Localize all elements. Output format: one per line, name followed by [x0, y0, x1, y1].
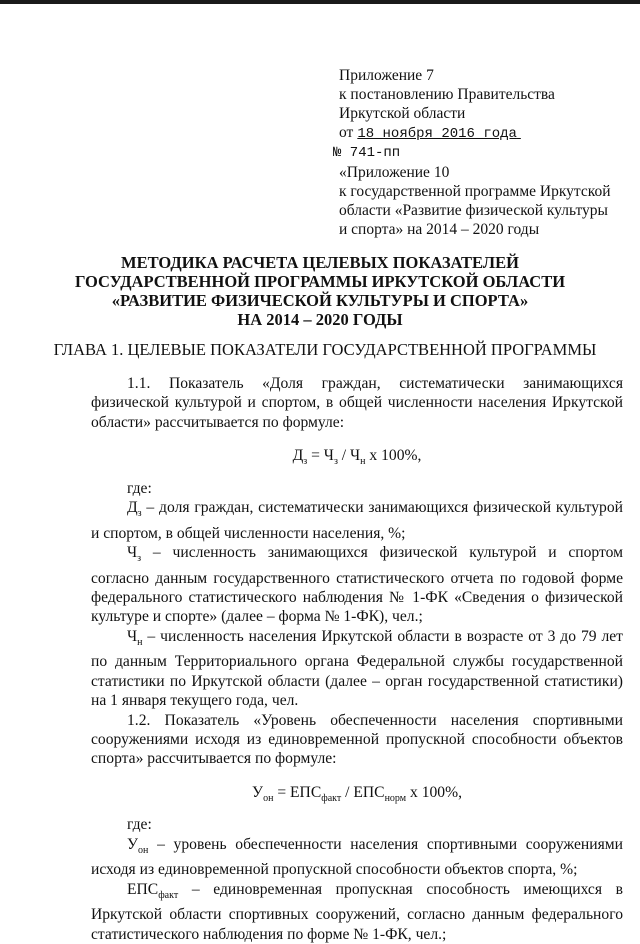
definition-1-3: $Ч_н$ – численность населения Иркутской области в возрасте от 3 до 79 лет по данным Территориального органа Федеральной службы государственной статистики по Иркутской области (далее – орган государственной статистики) на 1 января текущего года, чел.	[91, 627, 623, 710]
where-label-2: где:	[127, 816, 152, 834]
header-line-3: Иркутской области	[339, 105, 466, 122]
formula-2: $У_{он} = ЕПС_{факт} / ЕПС_{норм}$ х 100%,	[252, 783, 462, 804]
title-line-1: МЕТОДИКА РАСЧЕТА ЦЕЛЕВЫХ ПОКАЗАТЕЛЕЙ	[121, 253, 519, 272]
title-line-2: ГОСУДАРСТВЕННОЙ ПРОГРАММЫ ИРКУТСКОЙ ОБЛАСТИ	[74, 272, 566, 291]
document-body	[91, 374, 623, 944]
date-prefix: от	[339, 124, 354, 141]
formula-1-d-sub: з	[303, 456, 308, 468]
formula-1-n-sub: н	[360, 456, 366, 468]
date-value: 18 ноября 2016 года	[357, 126, 517, 142]
appendix-header	[333, 66, 629, 239]
decree-number: № 741-пп	[333, 145, 401, 161]
definition-2-2: $ЕПС_{факт}$ – единовременная пропускная способность имеющихся в Иркутской области спортивных сооружений, согласно данным федерального статистического наблюдения по форме № 1-ФК, чел.;	[91, 880, 623, 943]
header-line-9: и спорта» на 2014 – 2020 годы	[339, 221, 540, 238]
header-line-2: к постановлению Правительства	[339, 86, 555, 103]
header-line-7: к государственной программе Иркутской	[339, 183, 611, 200]
formula-1-eq: = Ч	[307, 447, 334, 465]
formula-1-slash: / Ч	[337, 447, 361, 465]
formula-1-ch-sub: з	[333, 456, 338, 468]
formula-1-d: Д	[292, 447, 304, 465]
header-line-1: Приложение 7	[339, 67, 434, 84]
formula-1	[91, 446, 623, 472]
definition-1-1: $Д_з$ – доля граждан, систематически занимающихся физической культурой и спортом, в общей численности населения, %;	[91, 499, 623, 542]
chapter-heading: ГЛАВА 1. ЦЕЛЕВЫЕ ПОКАЗАТЕЛИ ГОСУДАРСТВЕННОЙ ПРОГРАММЫ	[53, 340, 597, 359]
formula-1-tail: х 100%,	[365, 447, 422, 465]
header-line-8: области «Развитие физической культуры	[339, 202, 608, 219]
definition-2-1: $У_{он}$ – уровень обеспеченности населения спортивными сооружениями исходя из единовременной пропускной способности объектов спорта, %;	[91, 835, 623, 879]
header-line-6: «Приложение 10	[339, 164, 450, 181]
top-border-line	[0, 0, 640, 4]
section-1-1-paragraph: 1.1. Показатель «Доля граждан, систематически занимающихся физической культурой и спортом, в общей численности населения Иркутской области» рассчитывается по формуле:	[91, 375, 623, 431]
header-date-row	[339, 123, 629, 144]
definition-1-2: $Ч_з$ – численность занимающихся физической культурой и спортом согласно данным государственного статистического отчета по годовой форме федерального статистического наблюдения № 1-ФК «Сведения о физической культуре и спорте» (далее – форма № 1-ФК), чел.;	[91, 544, 623, 626]
date-underline	[517, 123, 541, 142]
title-line-3: «РАЗВИТИЕ ФИЗИЧЕСКОЙ КУЛЬТУРЫ И СПОРТА»	[111, 291, 529, 310]
section-1-2-paragraph: 1.2. Показатель «Уровень обеспеченности населения спортивными сооружениями исходя из единовременной пропускной способности объектов спорта» рассчитывается по формуле:	[91, 711, 623, 768]
where-label-1: где:	[127, 479, 152, 497]
title-line-4: НА 2014 – 2020 ГОДЫ	[237, 310, 403, 329]
document-title	[60, 253, 580, 329]
